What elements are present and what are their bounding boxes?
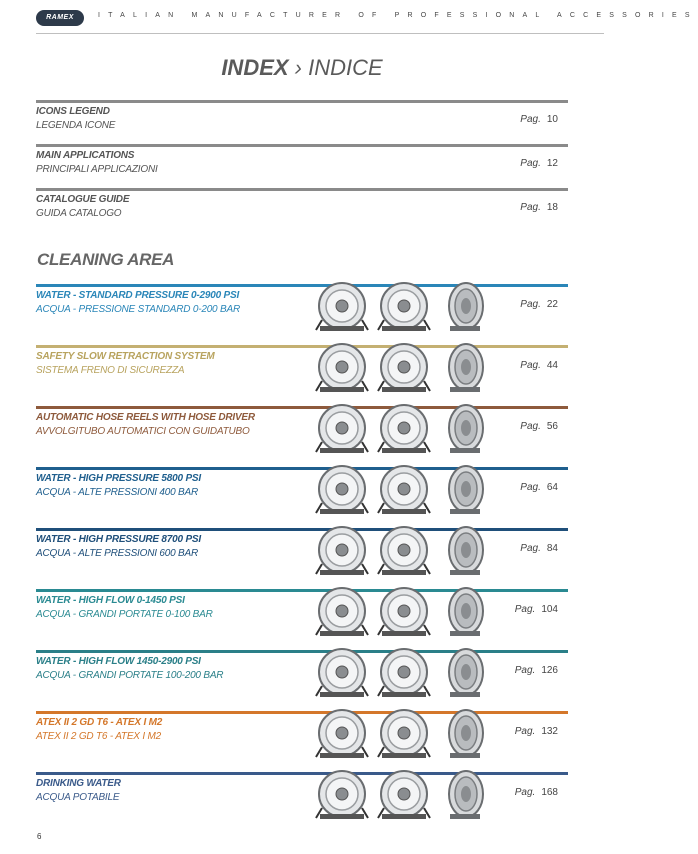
category-row[interactable] <box>36 345 568 401</box>
category-title-it: AVVOLGITUBO AUTOMATICI CON GUIDATUBO <box>36 426 250 437</box>
index-row-icons-legend[interactable] <box>36 100 568 140</box>
hose-reel-image <box>314 402 370 456</box>
category-title-en: WATER - HIGH PRESSURE 5800 PSI <box>36 473 201 484</box>
category-title-en: DRINKING WATER <box>36 778 121 789</box>
category-title-en: WATER - HIGH FLOW 1450-2900 PSI <box>36 656 201 667</box>
category-title-it: ACQUA - ALTE PRESSIONI 600 BAR <box>36 548 199 559</box>
title-separator: › <box>288 55 309 80</box>
category-page-ref: Pag. 104 <box>514 604 558 615</box>
category-page-ref: Pag. 44 <box>520 360 558 371</box>
row-divider <box>36 100 568 103</box>
title-light: INDICE <box>308 55 383 80</box>
hose-reel-image <box>436 524 492 578</box>
row-title-en: CATALOGUE GUIDE <box>36 194 130 205</box>
hose-reel-image <box>376 768 432 822</box>
index-row-main-applications[interactable] <box>36 144 568 184</box>
hose-reel-image <box>436 585 492 639</box>
hose-reel-image <box>436 768 492 822</box>
category-title-it: ACQUA - GRANDI PORTATE 100-200 BAR <box>36 670 224 681</box>
category-page-ref: Pag. 132 <box>514 726 558 737</box>
product-thumbnails <box>314 768 536 828</box>
hose-reel-image <box>436 463 492 517</box>
category-page-ref: Pag. 56 <box>520 421 558 432</box>
section-title: CLEANING AREA <box>37 250 175 269</box>
brand-logo: RAMEX <box>36 10 84 26</box>
category-title-it: SISTEMA FRENO DI SICUREZZA <box>36 365 185 376</box>
title-bold: INDEX <box>221 55 289 80</box>
category-row[interactable] <box>36 528 568 584</box>
hose-reel-image <box>436 646 492 700</box>
row-title-it: LEGENDA ICONE <box>36 120 116 131</box>
category-page-ref: Pag. 168 <box>514 787 558 798</box>
product-thumbnails <box>314 646 536 706</box>
category-title-en: SAFETY SLOW RETRACTION SYSTEM <box>36 351 215 362</box>
category-title-it: ACQUA - PRESSIONE STANDARD 0-200 BAR <box>36 304 240 315</box>
hose-reel-image <box>376 402 432 456</box>
hose-reel-image <box>376 585 432 639</box>
category-title-en: WATER - HIGH FLOW 0-1450 PSI <box>36 595 185 606</box>
hose-reel-image <box>436 341 492 395</box>
hose-reel-image <box>314 280 370 334</box>
hose-reel-image <box>376 463 432 517</box>
page-header <box>0 0 698 40</box>
product-thumbnails <box>314 341 536 401</box>
row-divider <box>36 144 568 147</box>
product-thumbnails <box>314 402 536 462</box>
header-divider <box>36 33 604 34</box>
product-thumbnails <box>314 707 536 767</box>
product-thumbnails <box>314 280 536 340</box>
hose-reel-image <box>376 341 432 395</box>
category-row[interactable] <box>36 650 568 706</box>
hose-reel-image <box>314 707 370 761</box>
category-page-ref: Pag. 126 <box>514 665 558 676</box>
row-title-en: ICONS LEGEND <box>36 106 110 117</box>
product-thumbnails <box>314 585 536 645</box>
category-row[interactable] <box>36 406 568 462</box>
category-title-it: ACQUA - ALTE PRESSIONI 400 BAR <box>36 487 199 498</box>
hose-reel-image <box>314 768 370 822</box>
category-row[interactable] <box>36 467 568 523</box>
row-title-en: MAIN APPLICATIONS <box>36 150 135 161</box>
hose-reel-image <box>376 707 432 761</box>
hose-reel-image <box>314 585 370 639</box>
category-title-en: WATER - STANDARD PRESSURE 0-2900 PSI <box>36 290 240 301</box>
hose-reel-image <box>436 280 492 334</box>
index-row-catalogue-guide[interactable] <box>36 188 568 228</box>
hose-reel-image <box>314 341 370 395</box>
page-title <box>0 55 604 81</box>
hose-reel-image <box>376 280 432 334</box>
row-page-ref: Pag. 10 <box>520 114 558 125</box>
category-page-ref: Pag. 22 <box>520 299 558 310</box>
page-number: 6 <box>37 832 42 841</box>
category-row[interactable] <box>36 711 568 767</box>
hose-reel-image <box>436 402 492 456</box>
product-thumbnails <box>314 463 536 523</box>
hose-reel-image <box>314 463 370 517</box>
row-title-it: PRINCIPALI APPLICAZIONI <box>36 164 158 175</box>
hose-reel-image <box>314 646 370 700</box>
category-title-it: ACQUA - GRANDI PORTATE 0-100 BAR <box>36 609 213 620</box>
row-title-it: GUIDA CATALOGO <box>36 208 122 219</box>
category-title-en: AUTOMATIC HOSE REELS WITH HOSE DRIVER <box>36 412 255 423</box>
hose-reel-image <box>314 524 370 578</box>
category-title-it: ATEX II 2 GD T6 - ATEX I M2 <box>36 731 161 742</box>
hose-reel-image <box>436 707 492 761</box>
hose-reel-image <box>376 524 432 578</box>
product-thumbnails <box>314 524 536 584</box>
header-tagline: ITALIAN MANUFACTURER OF PROFESSIONAL ACCESSORIES <box>98 12 698 19</box>
category-page-ref: Pag. 64 <box>520 482 558 493</box>
category-row[interactable] <box>36 772 568 828</box>
category-title-it: ACQUA POTABILE <box>36 792 120 803</box>
category-row[interactable] <box>36 284 568 340</box>
row-page-ref: Pag. 12 <box>520 158 558 169</box>
category-row[interactable] <box>36 589 568 645</box>
category-title-en: ATEX II 2 GD T6 - ATEX I M2 <box>36 717 163 728</box>
row-divider <box>36 188 568 191</box>
hose-reel-image <box>376 646 432 700</box>
row-page-ref: Pag. 18 <box>520 202 558 213</box>
category-page-ref: Pag. 84 <box>520 543 558 554</box>
category-title-en: WATER - HIGH PRESSURE 8700 PSI <box>36 534 201 545</box>
